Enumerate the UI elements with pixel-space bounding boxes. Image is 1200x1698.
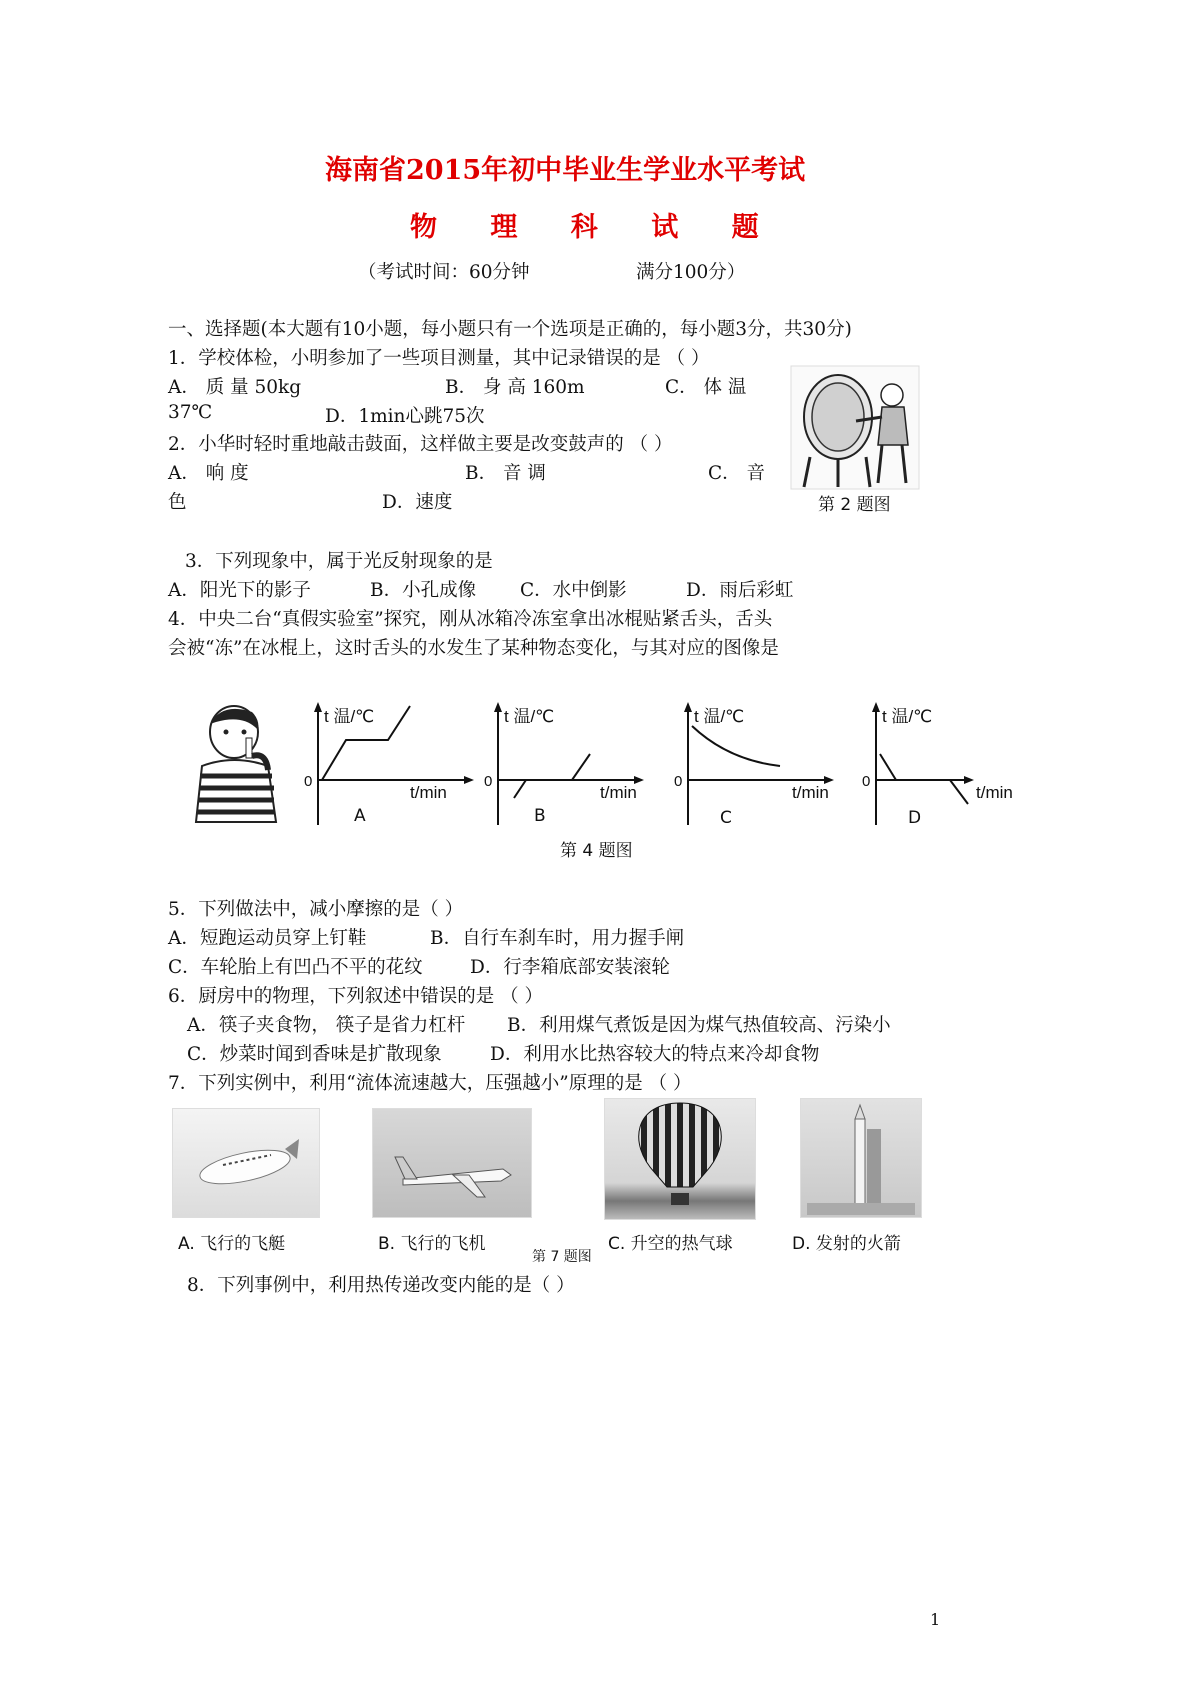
graph-a-label: A (354, 806, 366, 826)
q7-stem: 7．下列实例中，利用“流体流速越大，压强越小”原理的是 （ ） (168, 1073, 692, 1094)
graph-a (298, 700, 478, 830)
photo-rocket (800, 1098, 922, 1218)
graph-a-y-label: t 温/℃ (324, 707, 375, 726)
page-number: 1 (930, 1610, 941, 1629)
q7-caption-d: D. 发射的火箭 (792, 1234, 901, 1254)
graph-c-x-label: t/min (792, 783, 829, 802)
graph-c-origin: 0 (674, 773, 683, 790)
photo-hot-air-balloon (604, 1098, 756, 1220)
q2-option-c-rest: 色 (168, 492, 187, 513)
q1-option-c-value: 37℃ (168, 402, 213, 423)
photo-airship (172, 1108, 320, 1218)
q3-option-c: C．水中倒影 (520, 580, 627, 601)
graph-b-label: B (534, 806, 546, 826)
q4-figure-caption: 第 4 题图 (560, 841, 633, 861)
q5-option-c: C．车轮胎上有凹凸不平的花纹 (168, 957, 423, 978)
q7-figure-caption: 第 7 题图 (532, 1249, 592, 1265)
exam-title: 海南省2015年初中毕业生学业水平考试 (325, 155, 806, 186)
q2-option-d: D．速度 (382, 492, 453, 513)
q4-stem-line2: 会被“冻”在冰棍上，这时舌头的水发生了某种物态变化，与其对应的图像是 (168, 638, 779, 659)
q2-option-a: A． 响 度 (168, 463, 249, 484)
subtitle-text: 物 理 科 试 题 (410, 212, 781, 243)
q1-option-b: B． 身 高 160m (445, 377, 585, 398)
exam-score: 满分100分） (636, 262, 746, 283)
graph-c (668, 700, 848, 830)
q2-stem: 2．小华时轻时重地敲击鼓面，这样做主要是改变鼓声的 （ ） (168, 434, 673, 455)
graph-b-x-label: t/min (600, 783, 637, 802)
q8-stem: 8．下列事例中，利用热传递改变内能的是（ ） (187, 1275, 575, 1296)
graph-c-y-label: t 温/℃ (694, 707, 745, 726)
boy-with-popsicle-figure (182, 700, 292, 825)
drum-figure (790, 365, 920, 490)
q3-option-b: B．小孔成像 (370, 580, 477, 601)
exam-subtitle (410, 205, 781, 244)
graph-d-label: D (908, 808, 922, 828)
q6-stem: 6．厨房中的物理，下列叙述中错误的是 （ ） (168, 986, 544, 1007)
q2-option-c: C． 音 (708, 463, 766, 484)
section-heading: 一、选择题(本大题有10小题，每小题只有一个选项是正确的，每小题3分，共30分) (168, 319, 852, 340)
q7-caption-b: B. 飞行的飞机 (378, 1234, 486, 1254)
q6-option-d: D．利用水比热容较大的特点来冷却食物 (490, 1044, 820, 1065)
q1-option-c: C． 体 温 (665, 377, 747, 398)
q2-figure-caption: 第 2 题图 (818, 495, 891, 515)
q6-option-b: B．利用煤气煮饭是因为煤气热值较高、污染小 (507, 1015, 891, 1036)
graph-a-x-label: t/min (410, 783, 447, 802)
q1-option-a: A． 质 量 50kg (168, 377, 302, 398)
q1-stem: 1．学校体检，小明参加了一些项目测量，其中记录错误的是 （ ） (168, 348, 710, 369)
q3-option-a: A．阳光下的影子 (168, 580, 311, 601)
q5-option-b: B．自行车刹车时，用力握手闸 (430, 928, 685, 949)
q7-caption-c: C. 升空的热气球 (608, 1234, 733, 1254)
q3-stem: 3．下列现象中，属于光反射现象的是 (185, 551, 493, 572)
q4-stem-line1: 4．中央二台“真假实验室”探究，刚从冰箱冷冻室拿出冰棍贴紧舌头，舌头 (168, 609, 773, 630)
graph-d-x-label: t/min (976, 783, 1013, 802)
q1-option-d: D．1min心跳75次 (325, 406, 485, 427)
q6-option-a: A．筷子夹食物， 筷子是省力杠杆 (187, 1015, 466, 1036)
q6-option-c: C．炒菜时闻到香味是扩散现象 (187, 1044, 442, 1065)
graph-c-label: C (720, 808, 732, 828)
photo-airplane (372, 1108, 532, 1218)
graph-d-origin: 0 (862, 773, 871, 790)
exam-time: （考试时间：60分钟 (358, 262, 530, 283)
q5-option-a: A．短跑运动员穿上钉鞋 (168, 928, 367, 949)
q7-caption-a: A. 飞行的飞艇 (178, 1234, 286, 1254)
graph-b-y-label: t 温/℃ (504, 707, 555, 726)
q5-option-d: D．行李箱底部安装滚轮 (470, 957, 670, 978)
graph-d-y-label: t 温/℃ (882, 707, 933, 726)
graph-b-origin: 0 (484, 773, 493, 790)
q3-option-d: D．雨后彩虹 (686, 580, 794, 601)
graph-d (856, 700, 1036, 830)
q5-stem: 5．下列做法中，减小摩擦的是（ ） (168, 899, 464, 920)
q2-option-b: B． 音 调 (465, 463, 546, 484)
graph-a-origin: 0 (304, 773, 313, 790)
graph-b (478, 700, 658, 830)
